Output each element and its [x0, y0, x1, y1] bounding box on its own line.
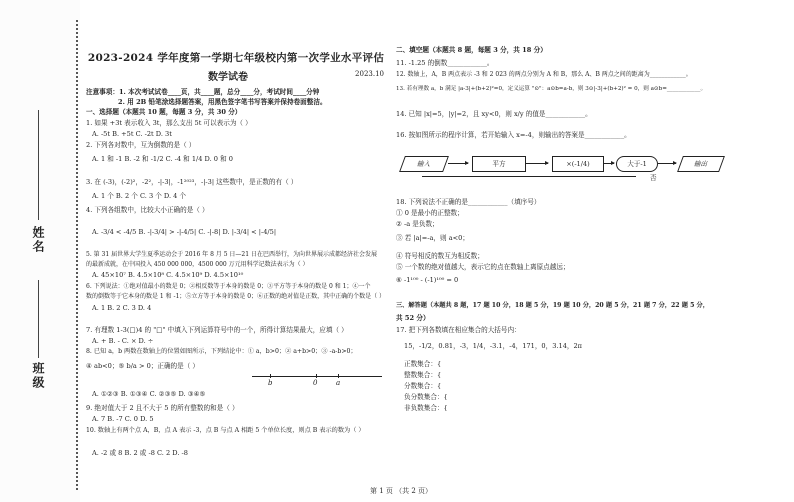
- flow-loop-line: [422, 176, 636, 177]
- q5-options: A. 45×10⁷ B. 4.5×10⁸ C. 4.5×10⁹ D. 4.5×10¹⁰: [92, 271, 244, 279]
- flow-arrow-2: [526, 163, 548, 164]
- flow-arrow-1: [448, 163, 468, 164]
- q18-item-5: ⑤ 一个数的绝对值越大，表示它的点在数轴上离原点越远；: [396, 263, 570, 271]
- q2: 2. 下列各对数中，互为倒数的是（ ）: [86, 141, 196, 149]
- q6-options: A. 1 B. 2 C. 3 D. 4: [92, 304, 152, 312]
- flow-arrow-3: [604, 163, 614, 164]
- subject-title: 数学试卷: [208, 72, 248, 83]
- q18-item-1: ① 0 是最小的正整数；: [396, 209, 464, 217]
- q1: 1. 如果 +3t 表示收入 3t，那么支出 5t 可以表示为（ ）: [86, 119, 252, 127]
- q8-options: A. ①②③ B. ①③④ C. ②③⑤ D. ③④⑤: [92, 390, 206, 398]
- q18: 18. 下列说法不正确的是____________（填序号）: [396, 198, 541, 206]
- q18-item-2: ② -a 是负数；: [396, 220, 439, 228]
- q7-options: A. + B. - C. × D. ÷: [92, 337, 154, 345]
- tick-zero: [316, 374, 317, 378]
- q12: 12. 数轴上，A，B 两点表示 -3 和 2 023 的两点分别为 A 和 B，那么 A、B 两点之间的距离为____________。: [396, 71, 692, 78]
- q1-options: A. -5t B. +5t C. -2t D. 3t: [92, 130, 172, 138]
- label-a: a: [336, 379, 341, 387]
- q18-item-4: ④ 符号相反的数互为相反数；: [396, 252, 484, 260]
- note-2: 2. 用 2B 铅笔涂选择题答案，用黑色签字笔书写答案并保持卷面整洁。: [118, 98, 327, 106]
- name-label: 姓名: [31, 226, 45, 254]
- set-positive: 正数集合：{: [404, 360, 442, 368]
- flow-arrow-4: [658, 163, 676, 164]
- section2-heading: 二、填空题（本题共 8 题，每题 3 分，共 18 分）: [396, 46, 547, 54]
- label-b: b: [268, 379, 273, 387]
- flow-multiply: ×(-1/4): [552, 156, 604, 172]
- q11: 11. -1.25 的倒数____________。: [396, 59, 494, 67]
- q3: 3. 在 (-3)，(-2)²，-2²，-|-3|，-1²⁰²³，-|-3| 这些数中，是正数的有（ ）: [86, 178, 298, 186]
- flow-no-label: 否: [650, 174, 657, 182]
- q5: 5. 第 31 届世界大学生夏季运动会于 2016 年 8 月 5 日—21 日在巴西举行，为向世界展示成都经济社会发展: [86, 251, 377, 258]
- q7: 7. 有理数 1-3(□)4 的 "□" 中填入下列运算符号中的一个，所得计算结果最大，应填（ ）: [86, 326, 348, 334]
- class-label: 班级: [31, 362, 45, 390]
- q8: 8. 已知 a，b 两数在数轴上的位置如图所示，下列结论中：① a，b>0；② a+b>0；③ -a-b>0；: [86, 348, 357, 355]
- q16: 16. 按如图所示的程序计算，若开始输入 x=-4，则输出的答案是____________。: [396, 131, 631, 139]
- section1-heading: 一、选择题（本题共 10 题，每题 3 分，共 30 分）: [86, 108, 242, 116]
- q9-options: A. 7 B. -7 C. 0 D. 5: [92, 415, 154, 423]
- flow-input: 输入: [399, 156, 449, 172]
- q14: 14. 已知 |x|=5，|y|=2，且 xy<0，则 x/y 的值是____________。: [396, 110, 592, 118]
- q9: 9. 绝对值大于 2 且不大于 5 的所有整数的和是（ ）: [86, 404, 239, 412]
- q3-options: A. 1 个 B. 2 个 C. 3 个 D. 4 个: [92, 192, 187, 200]
- set-fraction: 分数集合：{: [404, 382, 442, 390]
- number-line-axis: [252, 376, 382, 377]
- flow-square: 平方: [472, 156, 526, 172]
- note-1: 注意事项：1. 本次考试试卷____页，共____题，总分____分，考试时间____分钟: [86, 88, 320, 96]
- section3-heading-2: 共 52 分）: [396, 314, 430, 322]
- tick-a: [338, 374, 339, 378]
- page-footer: 第 1 页 （共 2 页）: [370, 487, 433, 495]
- set-integer: 整数集合：{: [404, 371, 442, 379]
- exam-title: 2023-2024 学年度第一学期七年级校内第一次学业水平评估: [87, 52, 385, 64]
- q17-numbers: 15，-1/2，0.81，-3，1/4，-3.1，-4，171，0，3.14，2π: [404, 342, 583, 350]
- q18-item-6: ⑥ -1¹⁰⁰ - (-1)¹⁰⁰ = 0: [396, 276, 459, 284]
- q17: 17. 把下列各数填在相应集合的大括号内：: [396, 326, 521, 334]
- name-field-line: [38, 110, 39, 220]
- section3-heading: 三、解答题（本题共 8 题，17 题 10 分，18 题 5 分，19 题 10 分，20 题 5 分，21 题 7 分，22 题 5 分，: [396, 302, 709, 309]
- q6: 6. 下列说法：①绝对值最小的数是 0；②相反数等于本身的数是 0；③平方等于本身的数是 0 和 1；④一个: [86, 283, 371, 290]
- q10: 10. 数轴上有两个点 A，B，点 A 表示 -3，点 B 与点 A 相距 5 个单位长度，则点 B 表示的数为（ ）: [86, 427, 365, 434]
- exam-date: 2023.10: [355, 70, 384, 78]
- q10-options: A. -2 或 8 B. 2 或 -8 C. 2 D. -8: [92, 449, 188, 457]
- set-negative-fraction: 负分数集合：{: [404, 393, 448, 401]
- q2-options: A. 1 和 -1 B. -2 和 -1/2 C. -4 和 1/4 D. 0 和 0: [92, 155, 233, 163]
- flow-output: 输出: [677, 156, 725, 172]
- q4-options: A. -3/4 < -4/5 B. -|-3/4| > -|-4/5| C. -|-8| D. |-3/4| < |-4/5|: [92, 228, 277, 236]
- flow-condition: 大于-1: [616, 156, 658, 172]
- set-nonnegative: 非负数集合：{: [404, 404, 448, 412]
- binding-line: [76, 20, 78, 490]
- tick-b: [270, 374, 271, 378]
- q13: 13. 若有理数 a，b 满足 |a-3|+(b+2)²=0，定义运算 "⊙"：a⊙b=a-b，则 3⊙|-3|+(b+2)² = 0，则 a⊙b=____________。: [396, 86, 707, 92]
- q8-cont: ④ ab<0；⑤ b/a > 0；正确的是（ ）: [86, 362, 200, 370]
- q4: 4. 下列各组数中，比较大小正确的是（ ）: [86, 206, 209, 214]
- class-field-line: [38, 280, 39, 358]
- q6-cont: 数的倒数等于它本身的数是 1 和 -1；⑤立方等于本身的数是 0；⑥正数的绝对值是正数，其中正确的个数是（ ）: [86, 293, 386, 300]
- label-zero: 0: [313, 379, 318, 387]
- q5-cont: 的最新成就，在中国投入 450 000 000，4500 000 万元用科学记数法表示为（ ）: [86, 261, 309, 268]
- q18-item-3: ③ 若 |a|=-a，则 a<0；: [396, 234, 469, 242]
